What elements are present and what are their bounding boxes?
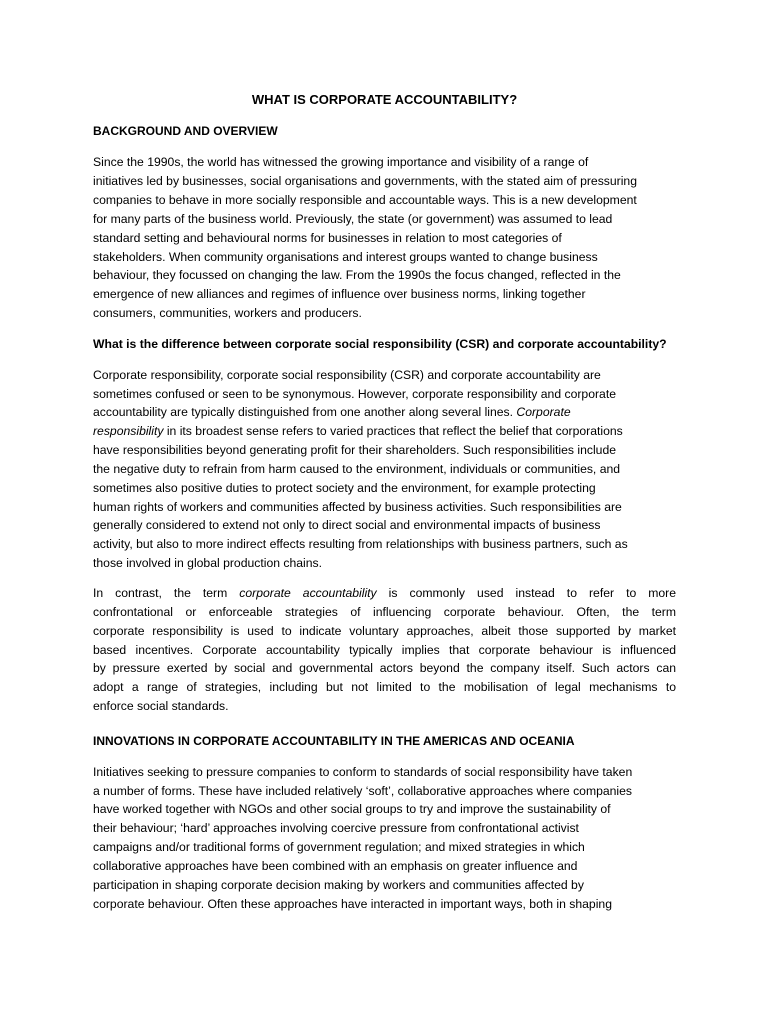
text-line: stakeholders. When community organisations and interest groups wanted to change business — [93, 249, 598, 264]
text-line: confrontational or enforceable strategies of influencing corporate behaviour. Often, the term — [93, 604, 676, 619]
text-line: collaborative approaches have been combined with an emphasis on greater influence and — [93, 858, 578, 873]
text-line: activity, but also to more indirect effects resulting from relationships with business partners, such as — [93, 537, 628, 552]
document-page — [93, 91, 676, 914]
text-line: human rights of workers and communities affected by business activities. Such responsibilities are — [93, 499, 622, 514]
text-segment: is commonly used instead to refer to more — [376, 586, 677, 600]
section-heading-background: BACKGROUND AND OVERVIEW — [93, 124, 278, 139]
text-line: have responsibilities beyond generating profit for their shareholders. Such responsibilities include — [93, 443, 617, 458]
text-line: sometimes also positive duties to protect society and the environment, for example protecting — [93, 480, 596, 495]
italic-term: Corporate — [516, 405, 571, 420]
text-line: standard setting and behavioural norms for businesses in relation to most categories of — [93, 230, 562, 245]
section-heading-innovations: INNOVATIONS IN CORPORATE ACCOUNTABILITY IN THE AMERICAS AND OCEANIA — [93, 733, 575, 748]
text-line: a number of forms. These have included relatively ‘soft’, collaborative approaches where companies — [93, 783, 633, 798]
text-line: campaigns and/or traditional forms of government regulation; and mixed strategies in which — [93, 840, 585, 855]
text-line: their behaviour; ‘hard’ approaches involving coercive pressure from confrontational activist — [93, 821, 579, 836]
text-line — [93, 584, 676, 603]
text-line — [93, 403, 676, 422]
italic-term: responsibility — [93, 424, 164, 439]
text-line: participation in shaping corporate decision making by workers and communities affected by — [93, 877, 584, 892]
text-segment: in its broadest sense refers to varied practices that reflect the belief that corporations — [163, 424, 623, 439]
paragraph-innovations — [93, 763, 676, 914]
text-line: consumers, communities, workers and producers. — [93, 306, 362, 321]
italic-term: corporate accountability — [239, 586, 377, 600]
paragraph-background — [93, 153, 676, 323]
text-line: corporate behaviour. Often these approaches have interacted in important ways, both in shaping — [93, 896, 612, 911]
text-line: based incentives. Corporate accountability typically implies that corporate behaviour is influenced — [93, 642, 676, 657]
text-line: behaviour, they focussed on changing the law. From the 1990s the focus changed, reflected in the — [93, 268, 621, 283]
text-line: initiatives led by businesses, social organisations and governments, with the stated aim of pressuring — [93, 174, 637, 189]
text-line: have worked together with NGOs and other social groups to try and improve the sustainability of — [93, 802, 611, 817]
text-line: for many parts of the business world. Previously, the state (or government) was assumed to lead — [93, 211, 613, 226]
text-line: by pressure exerted by social and governmental actors beyond the company itself. Such actors can — [93, 661, 676, 676]
text-line: Corporate responsibility, corporate social responsibility (CSR) and corporate accountability are — [93, 367, 601, 382]
text-line: corporate responsibility is used to indicate voluntary approaches, albeit those supported by market — [93, 623, 676, 638]
text-line: sometimes confused or seen to be synonymous. However, corporate responsibility and corporate — [93, 386, 616, 401]
text-line: Since the 1990s, the world has witnessed the growing importance and visibility of a range of — [93, 155, 589, 170]
text-line — [93, 422, 676, 441]
text-line: emergence of new alliances and regimes of influence over business norms, linking together — [93, 287, 586, 302]
text-line: enforce social standards. — [93, 699, 229, 714]
text-line: the negative duty to refrain from harm caused to the environment, individuals or communities, and — [93, 461, 621, 476]
paragraph-contrast — [93, 584, 676, 716]
text-line: companies to behave in more socially responsible and accountable ways. This is a new development — [93, 192, 637, 207]
paragraph-csr — [93, 366, 676, 573]
text-line: those involved in global production chains. — [93, 556, 323, 571]
text-line: Initiatives seeking to pressure companies to conform to standards of social responsibility have taken — [93, 764, 633, 779]
text-segment: In contrast, the term — [93, 586, 240, 600]
text-line: generally considered to extend not only to direct social and environmental impacts of business — [93, 518, 601, 533]
text-line: adopt a range of strategies, including but not limited to the mobilisation of legal mechanisms to — [93, 680, 676, 695]
document-title: WHAT IS CORPORATE ACCOUNTABILITY? — [251, 91, 518, 107]
subheading-csr-question: What is the difference between corporate social responsibility (CSR) and corporate accountability? — [93, 336, 667, 351]
text-segment: accountability are typically distinguished from one another along several lines. — [93, 405, 517, 420]
